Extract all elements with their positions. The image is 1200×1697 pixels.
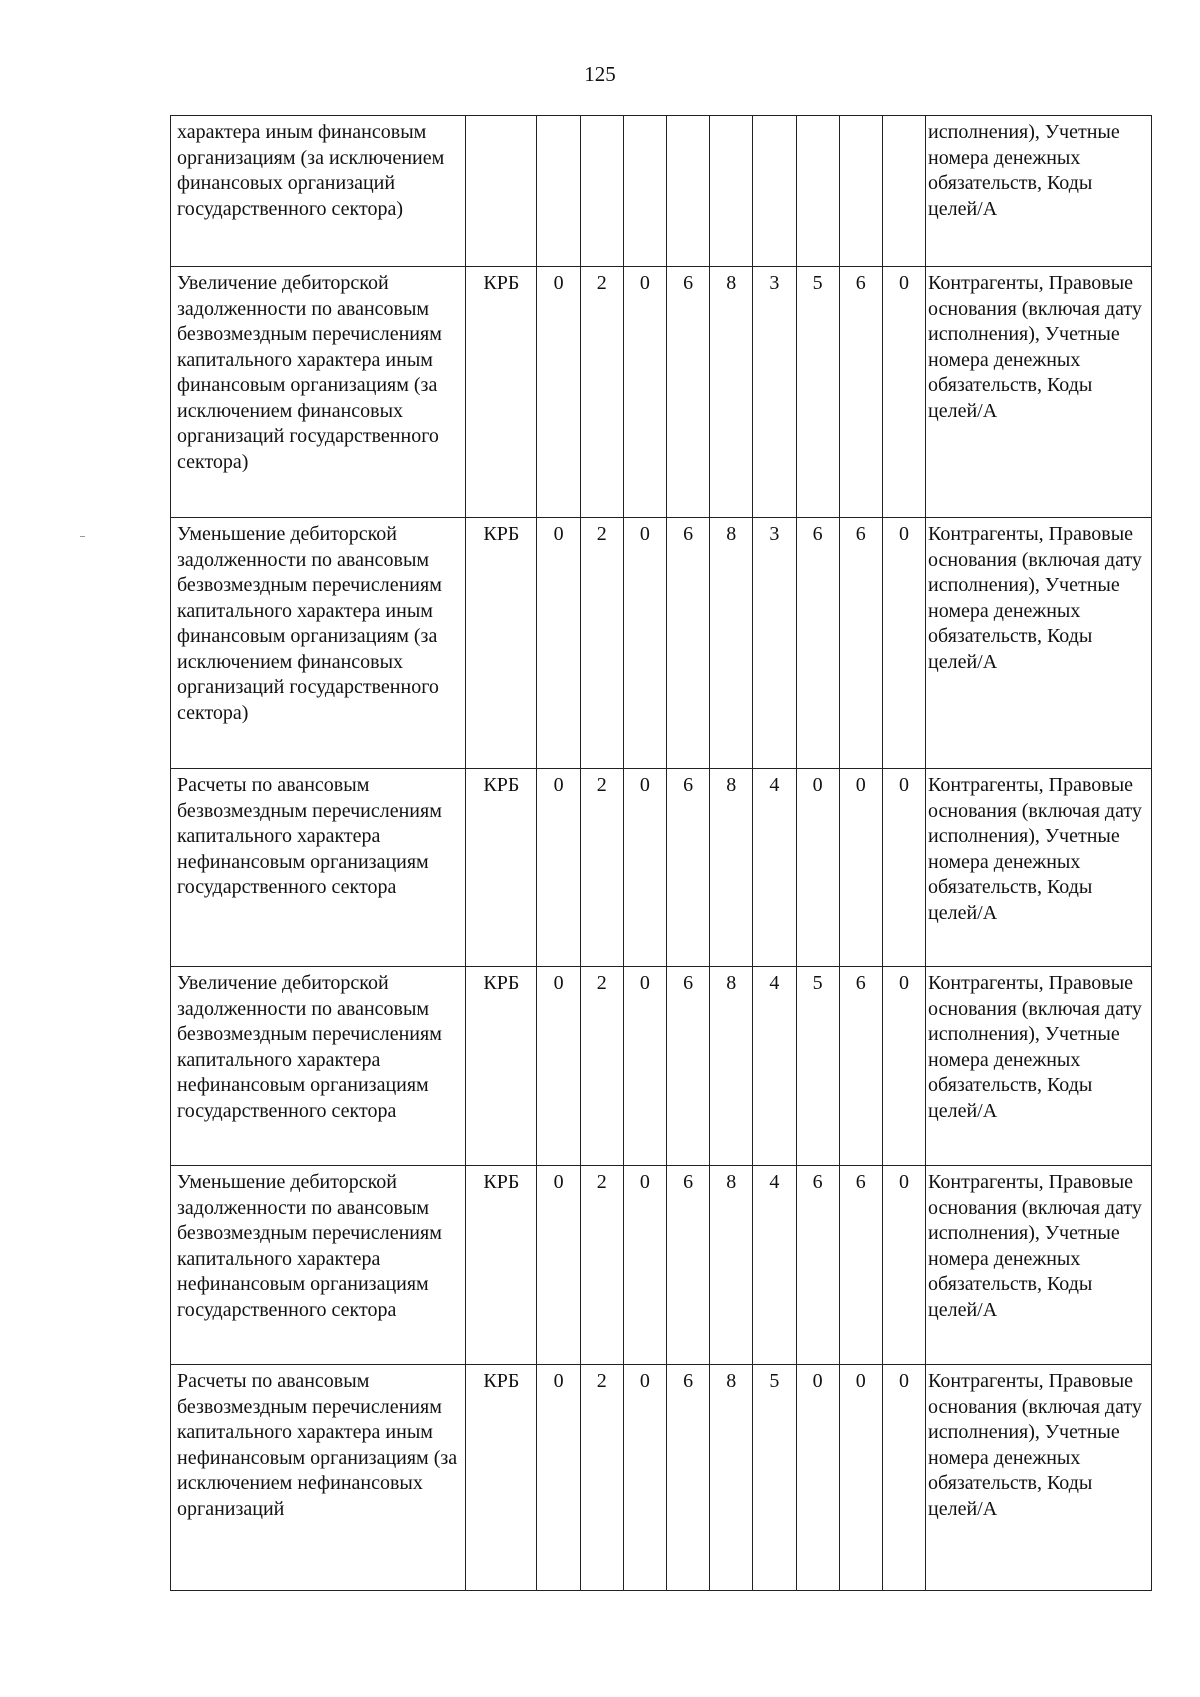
digit-cell: 0 [537,769,580,967]
row-description [171,1365,466,1591]
table-body [171,116,1152,1591]
digit-cell: 2 [580,967,623,1166]
description-text: Увеличение дебиторской задолженности по авансовым безвозмездным перечислениям капитального характера иным финансовым организациям (за исключением финансовых организаций государственного сектора) [177,272,442,473]
digit-cell: 6 [667,1166,710,1365]
digit-cell [667,116,710,267]
table-row [171,518,1152,769]
digit-cell: 2 [580,1365,623,1591]
digit-cell: 0 [839,1365,882,1591]
digit-cell: 0 [796,1365,839,1591]
digit-cell [623,116,666,267]
digit-cell: 4 [753,967,796,1166]
digit-cell: 0 [882,267,925,518]
analytics-cell [926,1365,1152,1591]
digit-cell: 0 [882,1166,925,1365]
digit-cell [580,116,623,267]
code-cell: КРБ [466,769,537,967]
digit-cell: 2 [580,769,623,967]
digit-cell: 2 [580,267,623,518]
analytics-text: Контрагенты, Правовые основания (включая дату исполнения), Учетные номера денежных обязательств, Коды целей/А [928,272,1142,422]
code-cell: КРБ [466,267,537,518]
table-row [171,1365,1152,1591]
analytics-text: Контрагенты, Правовые основания (включая дату исполнения), Учетные номера денежных обязательств, Коды целей/А [928,523,1142,673]
analytics-text: Контрагенты, Правовые основания (включая дату исполнения), Учетные номера денежных обязательств, Коды целей/А [928,774,1142,924]
description-text: Уменьшение дебиторской задолженности по авансовым безвозмездным перечислениям капитального характера иным финансовым организациям (за исключением финансовых организаций государственного сектора) [177,523,442,724]
digit-cell [882,116,925,267]
digit-cell: 8 [710,769,753,967]
digit-cell [796,116,839,267]
description-text: Уменьшение дебиторской задолженности по авансовым безвозмездным перечислениям капитального характера нефинансовым организациям государственного сектора [177,1171,442,1321]
digit-cell: 4 [753,1166,796,1365]
digit-cell: 0 [537,967,580,1166]
digit-cell: 8 [710,1365,753,1591]
row-description [171,116,466,267]
digit-cell: 0 [623,1166,666,1365]
description-text: Расчеты по авансовым безвозмездным перечислениям капитального характера иным нефинансовым организациям (за исключением нефинансовых организаций [177,1370,458,1520]
digit-cell: 6 [667,267,710,518]
digit-cell: 0 [882,1365,925,1591]
digit-cell: 0 [839,769,882,967]
digit-cell: 0 [796,769,839,967]
digit-cell: 0 [882,967,925,1166]
digit-cell [839,116,882,267]
analytics-cell [926,967,1152,1166]
table-row [171,1166,1152,1365]
page-number: 125 [584,62,616,86]
code-cell: КРБ [466,1166,537,1365]
digit-cell: 8 [710,518,753,769]
digit-cell: 6 [839,267,882,518]
digit-cell: 0 [623,518,666,769]
digit-cell: 2 [580,1166,623,1365]
digit-cell [537,116,580,267]
description-text: Расчеты по авансовым безвозмездным перечислениям капитального характера нефинансовым организациям государственного сектора [177,774,442,898]
digit-cell [753,116,796,267]
analytics-text: исполнения), Учетные номера денежных обязательств, Коды целей/А [928,121,1120,220]
code-cell: КРБ [466,518,537,769]
scan-artifact [80,536,85,537]
analytics-cell [926,518,1152,769]
table-row [171,769,1152,967]
digit-cell: 6 [796,518,839,769]
digit-cell: 6 [667,518,710,769]
digit-cell: 6 [667,967,710,1166]
table-row-continuation [171,116,1152,267]
digit-cell: 0 [623,267,666,518]
digit-cell: 0 [882,769,925,967]
digit-cell: 0 [623,769,666,967]
row-description [171,1166,466,1365]
digit-cell: 4 [753,769,796,967]
row-description [171,967,466,1166]
digit-cell: 5 [753,1365,796,1591]
digit-cell: 0 [537,1365,580,1591]
digit-cell: 0 [537,518,580,769]
digit-cell: 6 [839,1166,882,1365]
row-description [171,267,466,518]
code-cell [466,116,537,267]
description-text: Увеличение дебиторской задолженности по авансовым безвозмездным перечислениям капитального характера нефинансовым организациям государственного сектора [177,972,442,1122]
analytics-cell [926,1166,1152,1365]
analytics-cell [926,769,1152,967]
row-description [171,769,466,967]
analytics-text: Контрагенты, Правовые основания (включая дату исполнения), Учетные номера денежных обязательств, Коды целей/А [928,1370,1142,1520]
row-description [171,518,466,769]
digit-cell: 8 [710,967,753,1166]
digit-cell: 5 [796,267,839,518]
digit-cell: 0 [537,267,580,518]
digit-cell: 6 [667,769,710,967]
analytics-cell [926,116,1152,267]
account-codes-table [170,115,1152,1591]
digit-cell: 8 [710,1166,753,1365]
analytics-text: Контрагенты, Правовые основания (включая дату исполнения), Учетные номера денежных обязательств, Коды целей/А [928,1171,1142,1321]
digit-cell: 0 [882,518,925,769]
digit-cell: 3 [753,518,796,769]
digit-cell: 6 [667,1365,710,1591]
digit-cell: 0 [623,1365,666,1591]
description-text: характера иным финансовым организациям (за исключением финансовых организаций государственного сектора) [177,121,445,220]
digit-cell: 8 [710,267,753,518]
table-row [171,967,1152,1166]
digit-cell: 6 [839,518,882,769]
digit-cell: 6 [796,1166,839,1365]
digit-cell: 3 [753,267,796,518]
digit-cell: 2 [580,518,623,769]
table-row [171,267,1152,518]
code-cell: КРБ [466,967,537,1166]
digit-cell [710,116,753,267]
analytics-text: Контрагенты, Правовые основания (включая дату исполнения), Учетные номера денежных обязательств, Коды целей/А [928,972,1142,1122]
digit-cell: 0 [537,1166,580,1365]
digit-cell: 5 [796,967,839,1166]
code-cell: КРБ [466,1365,537,1591]
digit-cell: 0 [623,967,666,1166]
analytics-cell [926,267,1152,518]
digit-cell: 6 [839,967,882,1166]
